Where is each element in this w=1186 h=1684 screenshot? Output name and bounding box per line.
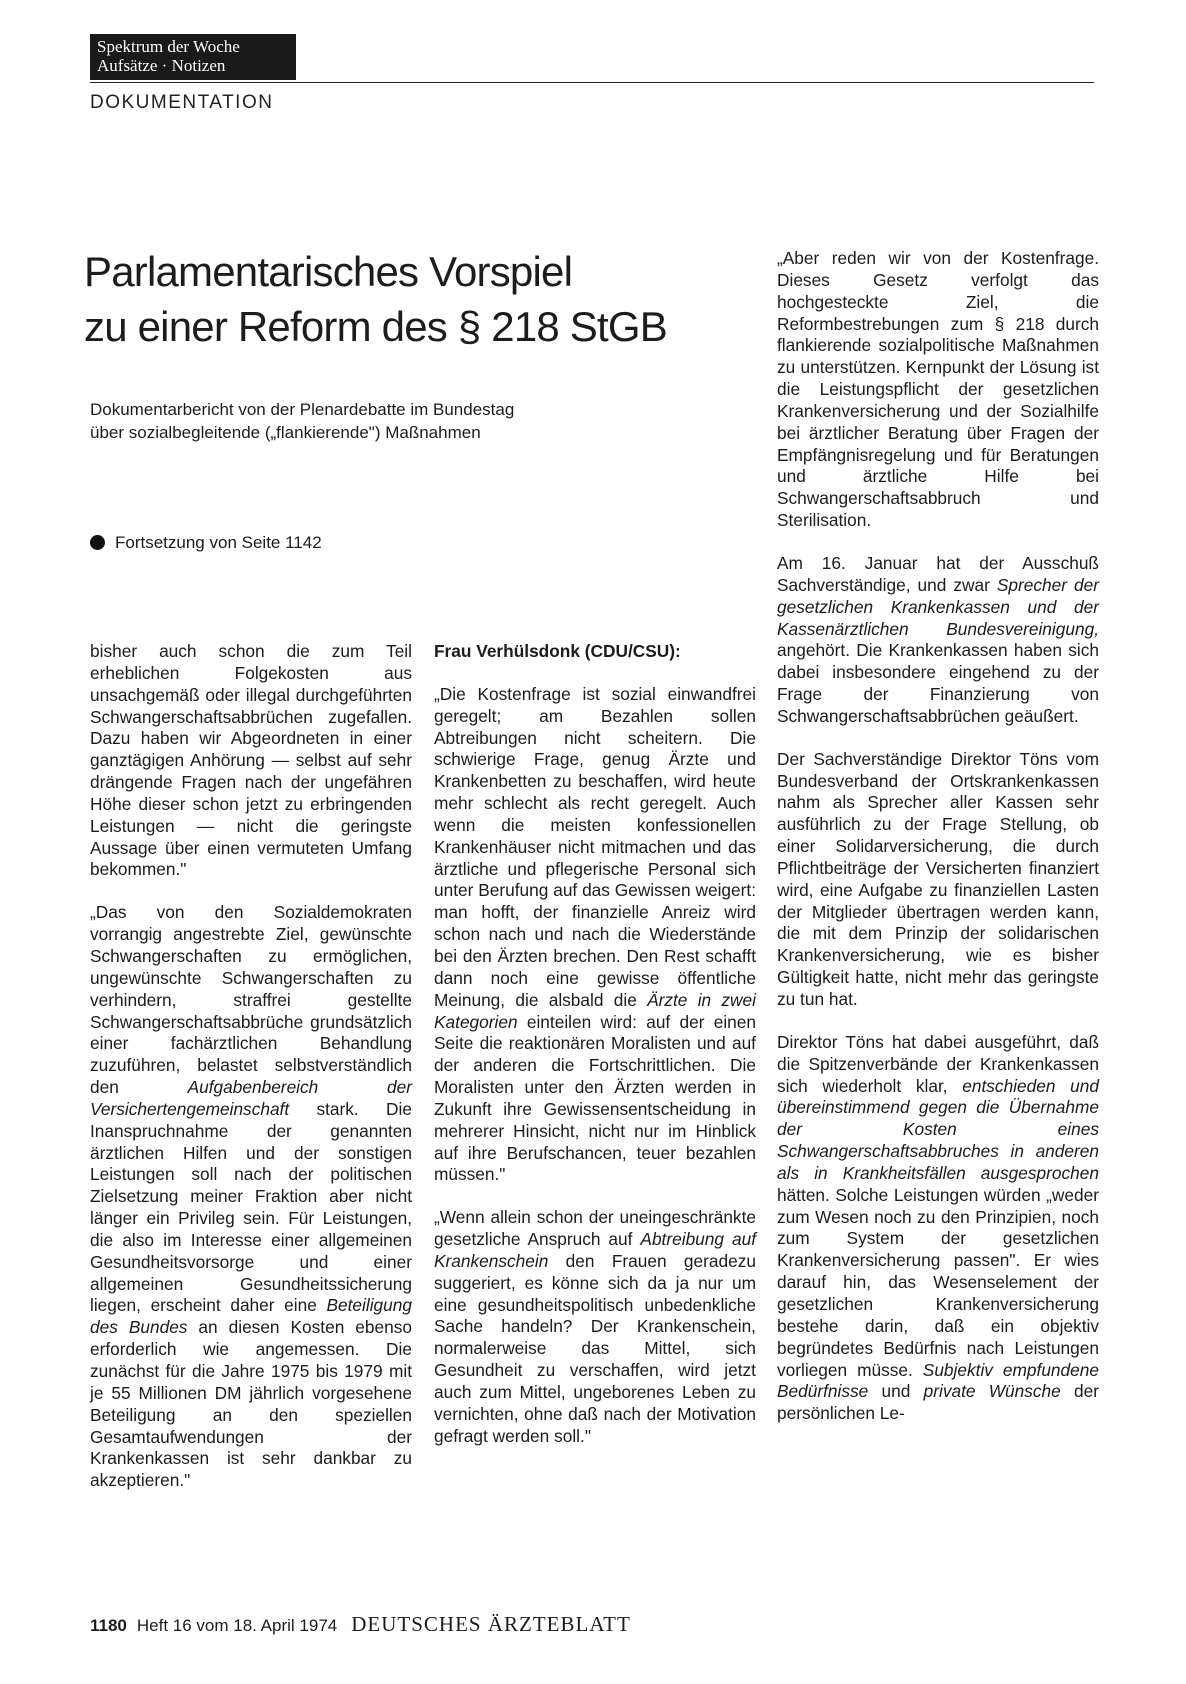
text-run: stark. Die Inanspruchnahme der genannten ärztlichen Hilfen und der sonstigen Leistungen soll nach der politischen Zielsetzung meiner Fraktion aber nicht länger ein Privileg sein. Für Leistungen, die also im Interesse einer allgemeinen Gesundheitsvorsorge und einer allgemeinen Gesundheitssicherung liegen, erscheint daher eine: [90, 1098, 412, 1316]
emphasis: Abtreibung auf Krankenschein: [434, 1229, 756, 1271]
article-subtitle: [90, 398, 610, 444]
title-line-2: zu einer Reform des § 218 StGB: [84, 303, 667, 350]
emphasis: Aufgabenbereich der Versichertengemeinschaft: [90, 1077, 412, 1119]
continuation-note: [90, 533, 322, 553]
page-footer: [90, 1612, 631, 1637]
subtitle-line-2: über sozialbegleitende („flankierende") Maßnahmen: [90, 423, 481, 442]
bullet-icon: [90, 535, 105, 550]
paragraph: [777, 749, 1099, 1011]
text-run: hätten. Solche Leistungen würden „weder zum Wesen noch zu den Prinzipien, noch zum System der gesetzlichen Krankenversicherung passen". Er wies darauf hin, das Wesenselement der gesetzlichen Krankenversicherung bestehe darin, daß ein objektiv begründetes Bedürfnis nach Leistungen vorliegen müsse.: [777, 1184, 1099, 1380]
page-number: 1180: [90, 1616, 127, 1635]
text-run: Am 16. Januar hat der Ausschuß Sachverständige, und zwar: [777, 552, 1099, 595]
text-run: „Die Kostenfrage ist sozial einwandfrei geregelt; am Bezahlen sollen Abtreibungen nicht scheitern. Die schwierige Frage, genug Ärzte und Krankenbetten zu beschaffen, wird heute mehr schlecht als recht geregelt. Auch wenn die meisten konfessionellen Krankenhäuser nicht mitmachen und das ärztliche und pflegerische Personal sich unter Berufung auf das Gewissen weigert: man hofft, der finanzielle Anreiz wird schon nach und nach die Wiederstände bei den Ärzten brechen. Den Rest schafft dann noch eine gewisse öffentliche Meinung, die alsbald die: [434, 683, 756, 1010]
section-box-line1: Spektrum der Woche: [97, 37, 240, 56]
journal-name: DEUTSCHES ÄRZTEBLATT: [351, 1612, 631, 1636]
text-run: einteilen wird: auf der einen Seite die reaktionären Moralisten und auf der anderen die Fortschrittlichen. Die Moralisten unter den Ärzten werden in Zukunft ihre Gewissensentscheidung in mehrerer Hinsicht, nicht nur im Hinblick auf ihre Berufschancen, teuer bezahlen müssen.": [434, 1011, 756, 1185]
article-title: [84, 244, 764, 354]
text-column-1: [90, 641, 412, 1513]
text-run: angehört. Die Krankenkassen haben sich dabei insbesondere eingehend zu der Frage der Finanzierung von Schwangerschaftsabbrüchen geäußert.: [777, 640, 1099, 726]
text-column-2: [434, 641, 756, 1469]
section-box: [90, 34, 296, 80]
paragraph: [434, 1207, 756, 1447]
text-run: und: [868, 1381, 924, 1402]
text-run: „Wenn allein schon der uneingeschränkte gesetzliche Anspruch auf: [434, 1207, 756, 1250]
paragraph: [777, 553, 1099, 728]
text-run: bisher auch schon die zum Teil erheblichen Folgekosten aus unsachgemäß oder illegal durchgeführten Schwangerschaftsabbrüchen zugefallen. Dazu haben wir Abgeordneten in einer ganztägigen Anhörung — selbst auf sehr drängende Fragen nach der ungefähren Höhe dieser schon jetzt zu erbringenden Leistungen — nicht die geringste Aussage über einen vermuteten Umfang bekommen.": [90, 641, 412, 880]
text-run: Der Sachverständige Direktor Töns vom Bundesverband der Ortskrankenkassen nahm als Sprecher aller Kassen sehr ausführlich zu der Frage Stellung, ob einer Solidarversicherung, die durch Pflichtbeiträge der Versicherten finanziert wird, eine Aufgabe zu finanziellen Lasten der Mitglieder übertragen werden kann, die mit dem Prinzip der solidarischen Krankenversicherung, wie es bisher Gültigkeit hatte, nicht mehr das geringste zu tun hat.: [777, 748, 1099, 1009]
emphasis: private Wünsche: [923, 1381, 1061, 1402]
text-run: der persönlichen Le-: [777, 1381, 1099, 1424]
header-rule: [90, 82, 1094, 83]
text-run: den Frauen geradezu suggeriert, es könne sich da ja nur um eine gesundheitspolitisch unbedenkliche Sache handeln? Der Krankenschein, normalerweise das Mittel, sich Gesundheit zu verschaffen, wird jetzt auch zum Mittel, ungeborenes Leben zu vernichten, ohne daß nach der Motivation gefragt werden soll.": [434, 1250, 756, 1446]
paragraph: [90, 641, 412, 881]
text-run: „Aber reden wir von der Kostenfrage. Dieses Gesetz verfolgt das hochgesteckte Ziel, die Reformbestrebungen zum § 218 durch flankierende sozialpolitische Maßnahmen zu unterstützen. Kernpunkt der Lösung ist die Leistungspflicht der gesetzlichen Krankenversicherung und der Sozialhilfe bei ärztlicher Beratung über Fragen der Empfängnisregelung und für Beratungen und ärztliche Hilfe bei Schwangerschaftsabbruch und Sterilisation.: [777, 248, 1099, 531]
section-label: DOKUMENTATION: [90, 92, 274, 113]
title-line-1: Parlamentarisches Vorspiel: [84, 248, 573, 295]
emphasis: Beteiligung des Bundes: [90, 1295, 412, 1338]
subtitle-line-1: Dokumentarbericht von der Plenardebatte im Bundestag: [90, 400, 515, 419]
continuation-text: Fortsetzung von Seite 1142: [115, 533, 322, 552]
text-run: „Das von den Sozialdemokraten vorrangig angestrebte Ziel, gewünschte Schwangerschaften zu ermöglichen, ungewünschte Schwangerschaften zu verhindern, straffrei gestellte Schwangerschaftsabbrüche grundsätzlich einer fachärztlichen Behandlung zuzuführen, belastet selbstverständlich den: [90, 902, 412, 1098]
text-column-3: [777, 248, 1099, 1446]
emphasis: entschieden und übereinstimmend gegen die Übernahme der Kosten eines Schwangerschaftsabbruches in anderen als in Krankheitsfällen ausgesprochen: [777, 1075, 1099, 1183]
emphasis: Sprecher der gesetzlichen Krankenkassen und der Kassenärztlichen Bundesvereinigung,: [777, 574, 1099, 639]
speaker-heading: Frau Verhülsdonk (CDU/CSU):: [434, 641, 681, 661]
section-box-line2: Aufsätze · Notizen: [97, 56, 226, 75]
issue-info: Heft 16 vom 18. April 1974: [136, 1616, 338, 1635]
text-run: an diesen Kosten ebenso erforderlich wie angemessen. Die zunächst für die Jahre 1975 bis 1979 mit je 55 Millionen DM jährlich vorgesehene Beteiligung an den speziellen Gesamtaufwendungen der Krankenkassen ist sehr dankbar zu akzeptieren.": [90, 1317, 412, 1491]
text-run: Direktor Töns hat dabei ausgeführt, daß die Spitzenverbände der Krankenkassen sich wiederholt klar,: [777, 1031, 1099, 1096]
paragraph: [90, 902, 412, 1492]
emphasis: Ärzte in zwei Kategorien: [434, 989, 756, 1032]
emphasis: Subjektiv empfundene Bedürfnisse: [777, 1359, 1099, 1402]
paragraph: [434, 684, 756, 1186]
paragraph: [777, 1032, 1099, 1425]
paragraph: [777, 248, 1099, 532]
